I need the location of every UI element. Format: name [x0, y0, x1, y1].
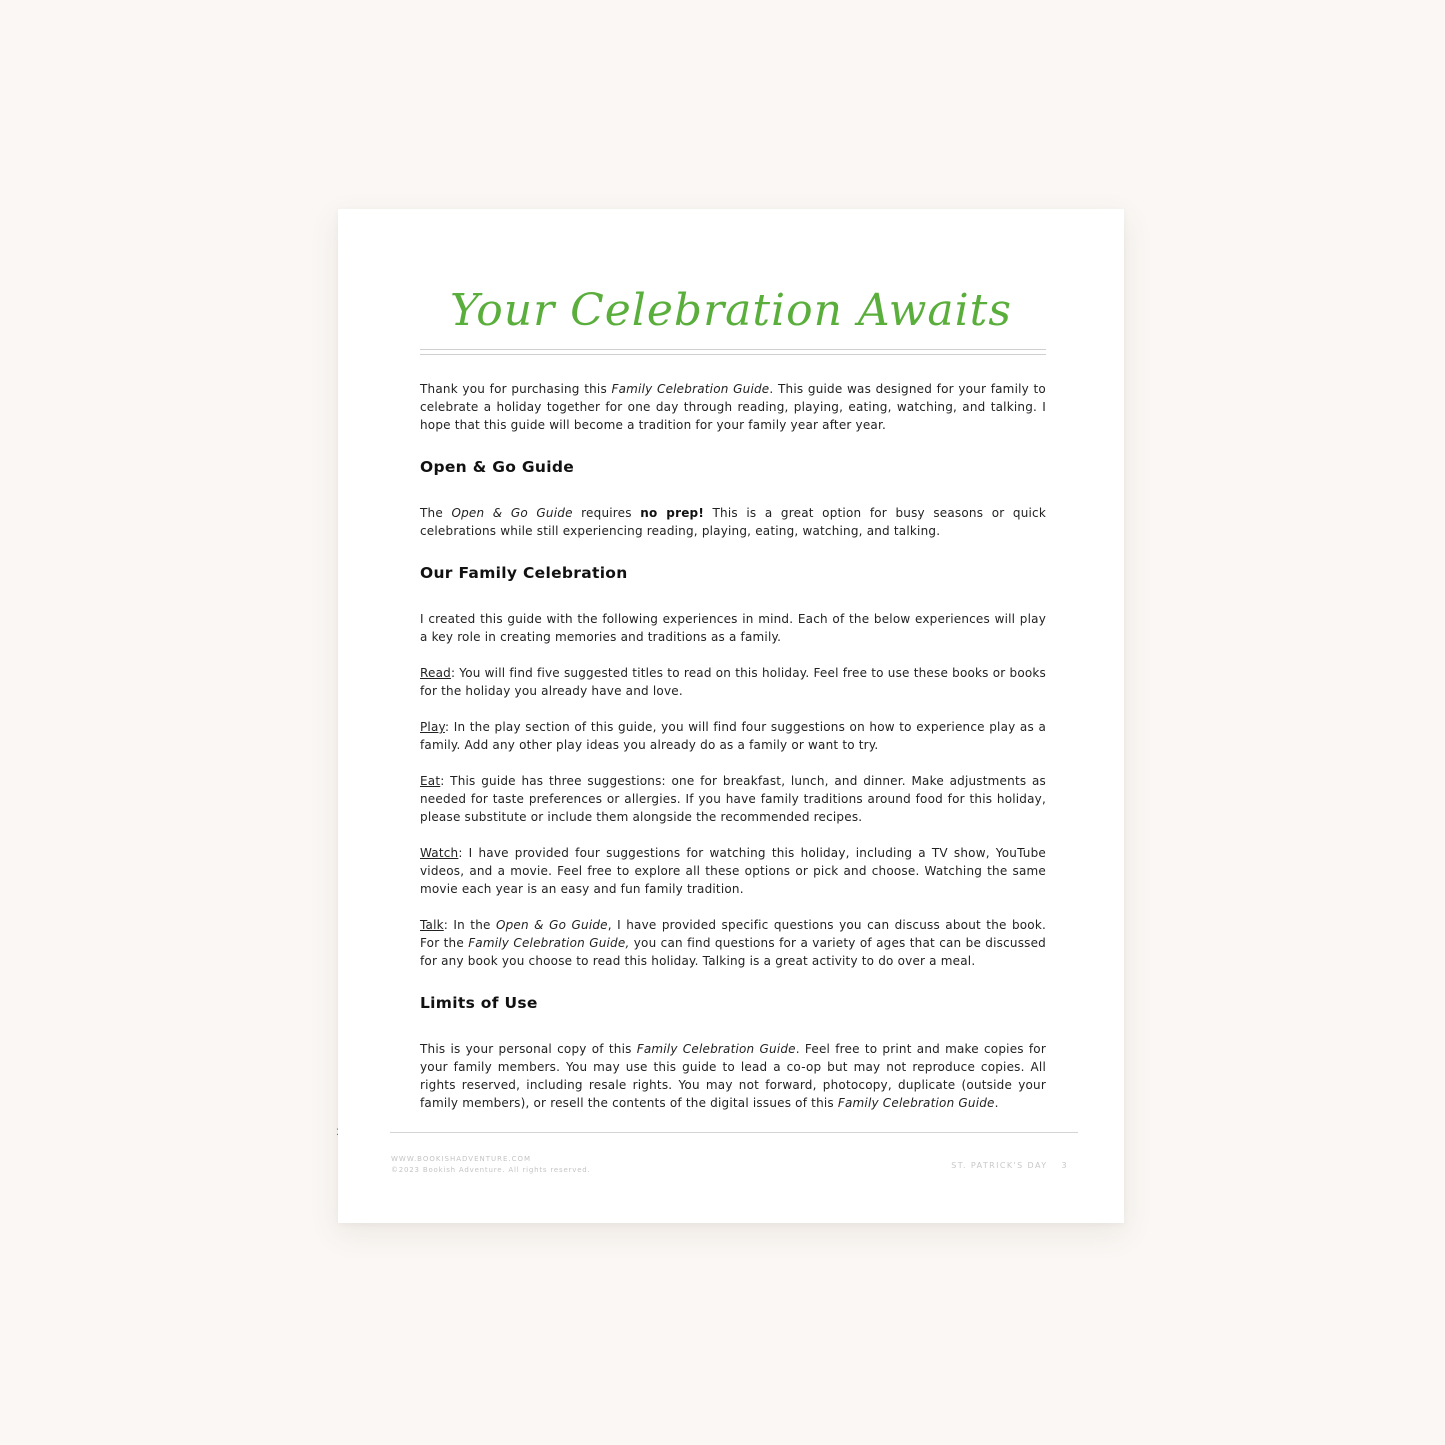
intro-text-2: . This guide was designed for your family to celebrate a holiday together for one day through reading, playing, eating, watching, and talking. I hope that this guide will become a tradition for your family year after year. — [420, 382, 1046, 432]
family-intro-paragraph: I created this guide with the following experiences in mind. Each of the below experiences will play a key role in creating memories and traditions as a family. — [420, 612, 1046, 644]
play-paragraph — [420, 718, 1046, 754]
footer-website: WWW.BOOKISHADVENTURE.COM — [391, 1155, 532, 1163]
footer-holiday: ST. PATRICK'S DAY — [951, 1161, 1048, 1170]
page-number: 3 — [1061, 1161, 1068, 1170]
heading-our-family-celebration: Our Family Celebration — [420, 564, 628, 582]
intro-paragraph — [420, 380, 1046, 434]
watch-label: Watch — [420, 846, 459, 860]
page-title: Your Celebration Awaits — [450, 285, 1012, 336]
footer-right — [951, 1160, 1068, 1172]
talk-open-go-name: Open & Go Guide — [495, 918, 608, 932]
page-content — [420, 380, 1046, 1112]
talk-paragraph — [420, 916, 1046, 970]
title-divider-top — [420, 349, 1046, 350]
read-paragraph — [420, 664, 1046, 700]
open-go-text-3: This is a great option for busy seasons or quick celebrations while still experiencing reading, playing, eating, watching, and talking. — [420, 506, 1046, 538]
eat-text: : This guide has three suggestions: one for breakfast, lunch, and dinner. Make adjustments as needed for taste preferences or allergies. If you have family traditions around food for this holiday, please substitute or include them alongside the recommended recipes. — [420, 774, 1046, 824]
play-text: : In the play section of this guide, you will find four suggestions on how to experience play as a family. Add any other play ideas you already do as a family or want to try. — [420, 720, 1046, 752]
talk-text-3: you can find questions for a variety of ages that can be discussed for any book you choose to read this holiday. Talking is a great activity to do over a meal. — [420, 936, 1046, 968]
read-label: Read — [420, 666, 451, 680]
watch-text: : I have provided four suggestions for watching this holiday, including a TV show, YouTube videos, and a movie. Feel free to explore all these options or pick and choose. Watching the same movie each year is an easy and fun family tradition. — [420, 846, 1046, 896]
margin-mark: ⁚ — [336, 1127, 339, 1137]
open-go-text-2: requires — [572, 506, 641, 520]
footer-left — [391, 1154, 591, 1176]
document-page — [338, 209, 1124, 1223]
limits-guide-name-1: Family Celebration Guide — [636, 1042, 796, 1056]
heading-open-go-guide: Open & Go Guide — [420, 458, 575, 476]
talk-text-1: : In the — [443, 918, 496, 932]
eat-paragraph — [420, 772, 1046, 826]
open-go-guide-name: Open & Go Guide — [451, 506, 573, 520]
limits-paragraph — [420, 1040, 1046, 1112]
eat-label: Eat — [420, 774, 441, 788]
heading-limits-of-use: Limits of Use — [420, 994, 538, 1012]
limits-text-3: . — [994, 1096, 999, 1110]
play-label: Play — [420, 720, 445, 734]
limits-text-2: . Feel free to print and make copies for your family members. You may use this guide to lead a co-op but may not reproduce copies. All rights reserved, including resale rights. You may not forward, photocopy, duplicate (outside your family members), or resell the contents of the digital issues of this — [420, 1042, 1046, 1110]
title-divider-bottom — [420, 354, 1046, 355]
watch-paragraph — [420, 844, 1046, 898]
open-go-no-prep: no prep! — [640, 506, 704, 520]
limits-text-1: This is your personal copy of this — [420, 1042, 637, 1056]
footer-copyright: ©2023 Bookish Adventure. All rights reserved. — [391, 1166, 591, 1174]
footer-divider — [390, 1132, 1078, 1133]
limits-guide-name-2: Family Celebration Guide — [837, 1096, 995, 1110]
talk-family-guide-name: Family Celebration Guide, — [468, 936, 630, 950]
intro-text-1: Thank you for purchasing this — [420, 382, 612, 396]
talk-label: Talk — [420, 918, 444, 932]
talk-text-2: , I have provided specific questions you can discuss about the book. For the — [420, 918, 1047, 950]
read-text: : You will find five suggested titles to read on this holiday. Feel free to use these books or books for the holiday you already have and love. — [420, 666, 1046, 698]
intro-guide-name: Family Celebration Guide — [611, 382, 770, 396]
open-go-text-1: The — [420, 506, 452, 520]
open-go-paragraph — [420, 504, 1046, 540]
